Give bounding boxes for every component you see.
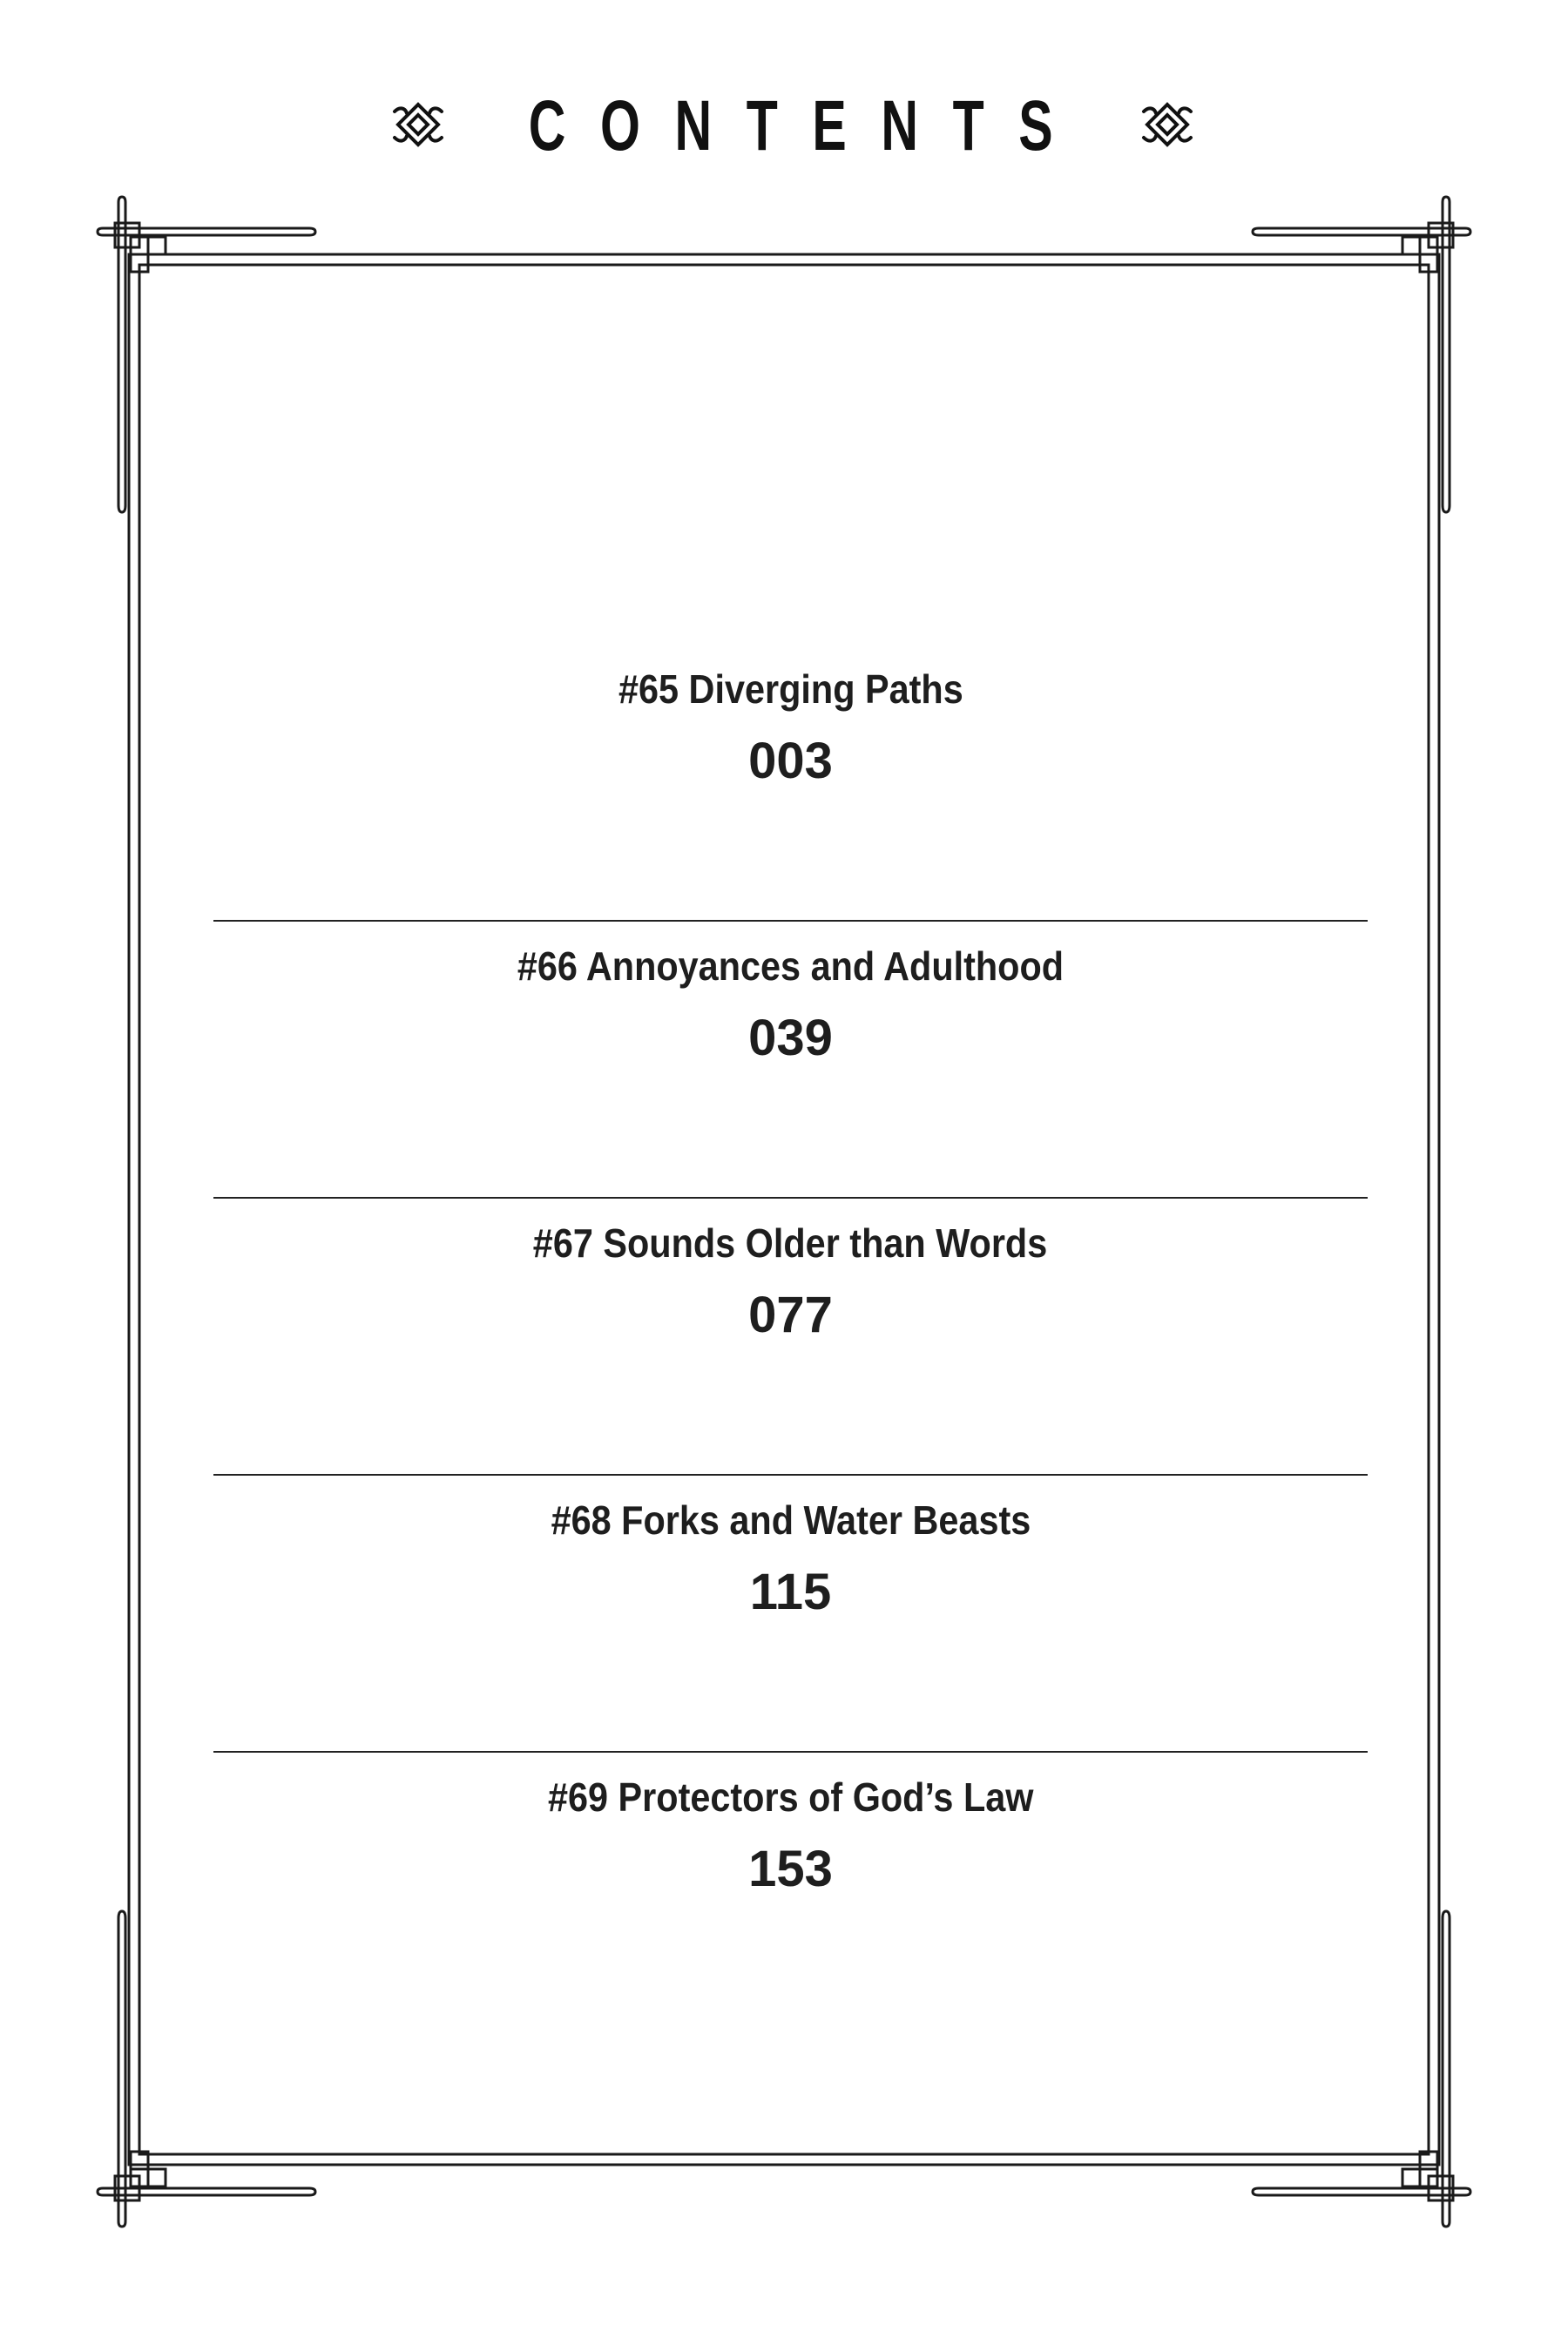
chapter-page-number: 039 [748, 1010, 833, 1066]
toc-entry[interactable] [213, 1476, 1368, 1753]
chapter-page-number: 003 [748, 733, 833, 789]
chapter-title: #69 Protectors of God’s Law [547, 1774, 1034, 1820]
chapter-title: #65 Diverging Paths [618, 666, 963, 712]
chapter-page-number: 153 [748, 1841, 833, 1897]
chapter-title: #66 Annoyances and Adulthood [517, 943, 1064, 989]
chapter-page-number: 115 [749, 1564, 832, 1620]
chapter-page-number: 077 [748, 1287, 833, 1343]
toc-entry[interactable] [213, 645, 1368, 922]
table-of-contents [213, 645, 1368, 2030]
toc-entry[interactable] [213, 922, 1368, 1199]
chapter-title: #67 Sounds Older than Words [533, 1220, 1048, 1266]
toc-entry[interactable] [213, 1753, 1368, 2030]
toc-entry[interactable] [213, 1199, 1368, 1476]
chapter-title: #68 Forks and Water Beasts [551, 1497, 1031, 1543]
page-title: CONTENTS [528, 86, 1088, 166]
